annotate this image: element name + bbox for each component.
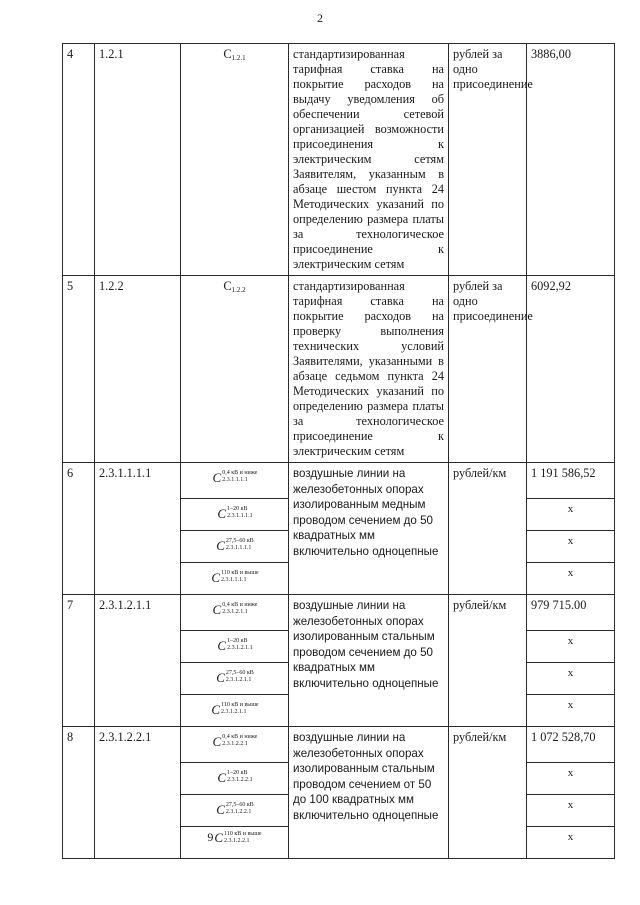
row-description: воздушные линии на железобетонных опорах изолированным стальным проводом сечением от 50 до 100 квадратных мм включительно одноцепные <box>289 727 449 859</box>
row-value: 1 191 586,52 <box>527 463 615 499</box>
tariff-symbol: C 1–20 кВ 2.3.1.2.2.1 <box>181 763 289 795</box>
row-unit: рублей за одно присоединение <box>449 276 527 463</box>
tariff-symbol <box>181 276 289 463</box>
row-description: воздушные линии на железобетонных опорах изолированным медным проводом сечением до 50 квадратных мм включительно одноцепные <box>289 463 449 595</box>
row-value: 979 715.00 <box>527 595 615 631</box>
row-code: 2.3.1.1.1.1 <box>95 463 181 595</box>
tariff-symbol <box>181 44 289 276</box>
tariff-symbol: C 0,4 кВ и ниже 2.3.1.2.2.1 <box>181 727 289 763</box>
row-value: x <box>527 827 615 859</box>
row-value: 1 072 528,70 <box>527 727 615 763</box>
symbol-subscript: 1.2.1 <box>231 54 246 62</box>
row-code: 2.3.1.2.1.1 <box>95 595 181 727</box>
tariff-symbol: 9 C 110 кВ и выше 2.3.1.2.2.1 <box>181 827 289 859</box>
row-number: 8 <box>63 727 95 859</box>
tariff-symbol: C 0,4 кВ и ниже 2.3.1.2.1.1 <box>181 595 289 631</box>
row-number: 6 <box>63 463 95 595</box>
row-number: 7 <box>63 595 95 727</box>
tariff-symbol: C 27,5–60 кВ 2.3.1.1.1.1 <box>181 531 289 563</box>
tariff-symbol: C 27,5–60 кВ 2.3.1.2.2.1 <box>181 795 289 827</box>
tariff-symbol: C 110 кВ и выше 2.3.1.1.1.1 <box>181 563 289 595</box>
row-value: x <box>527 531 615 563</box>
tariff-symbol: C 110 кВ и выше 2.3.1.2.1.1 <box>181 695 289 727</box>
row-value: x <box>527 631 615 663</box>
row-unit: рублей/км <box>449 595 527 727</box>
symbol-subscript: 1.2.2 <box>231 286 246 294</box>
table-row <box>63 727 615 763</box>
row-description: воздушные линии на железобетонных опорах изолированным стальным проводом сечением до 50 квадратных мм включительно одноцепные <box>289 595 449 727</box>
row-value: 3886,00 <box>527 44 615 276</box>
row-code: 1.2.1 <box>95 44 181 276</box>
row-value: x <box>527 795 615 827</box>
row-number: 4 <box>63 44 95 276</box>
tariff-symbol: C 1–20 кВ 2.3.1.2.1.1 <box>181 631 289 663</box>
tariff-symbol: C 27,5–60 кВ 2.3.1.2.1.1 <box>181 663 289 695</box>
row-code: 2.3.1.2.2.1 <box>95 727 181 859</box>
row-description: стандартизированная тарифная ставка на покрытие расходов на проверку выполнения технических условий Заявителями, указанными в абзаце седьмом пункта 24 Методических указаний по определению размера платы за технологическое присоединение к электрическим сетям <box>289 276 449 463</box>
row-number: 5 <box>63 276 95 463</box>
tariff-symbol: C 1–20 кВ 2.3.1.1.1.1 <box>181 499 289 531</box>
row-code: 1.2.2 <box>95 276 181 463</box>
row-unit: рублей за одно присоединение <box>449 44 527 276</box>
symbol-letter: C <box>223 47 232 61</box>
row-value: 6092,92 <box>527 276 615 463</box>
tariff-table <box>62 43 615 859</box>
row-value: x <box>527 663 615 695</box>
tariff-symbol: C 0,4 кВ и ниже 2.3.1.1.1.1 <box>181 463 289 499</box>
row-value: x <box>527 763 615 795</box>
row-unit: рублей/км <box>449 463 527 595</box>
page-number: 2 <box>317 11 323 25</box>
table-row <box>63 44 615 276</box>
row-description: стандартизированная тарифная ставка на покрытие расходов на выдачу уведомления об обеспечении сетевой организацией возможности присоединения к электрическим сетям Заявителям, указанным в абзаце шестом пункта 24 Методических указаний по определению размера платы за технологическое присоединение к электрическим сетям <box>289 44 449 276</box>
row-value: x <box>527 695 615 727</box>
row-unit: рублей/км <box>449 727 527 859</box>
row-value: x <box>527 499 615 531</box>
row-value: x <box>527 563 615 595</box>
table-row <box>63 276 615 463</box>
table-row <box>63 595 615 631</box>
table-row <box>63 463 615 499</box>
symbol-letter: C <box>223 279 232 293</box>
